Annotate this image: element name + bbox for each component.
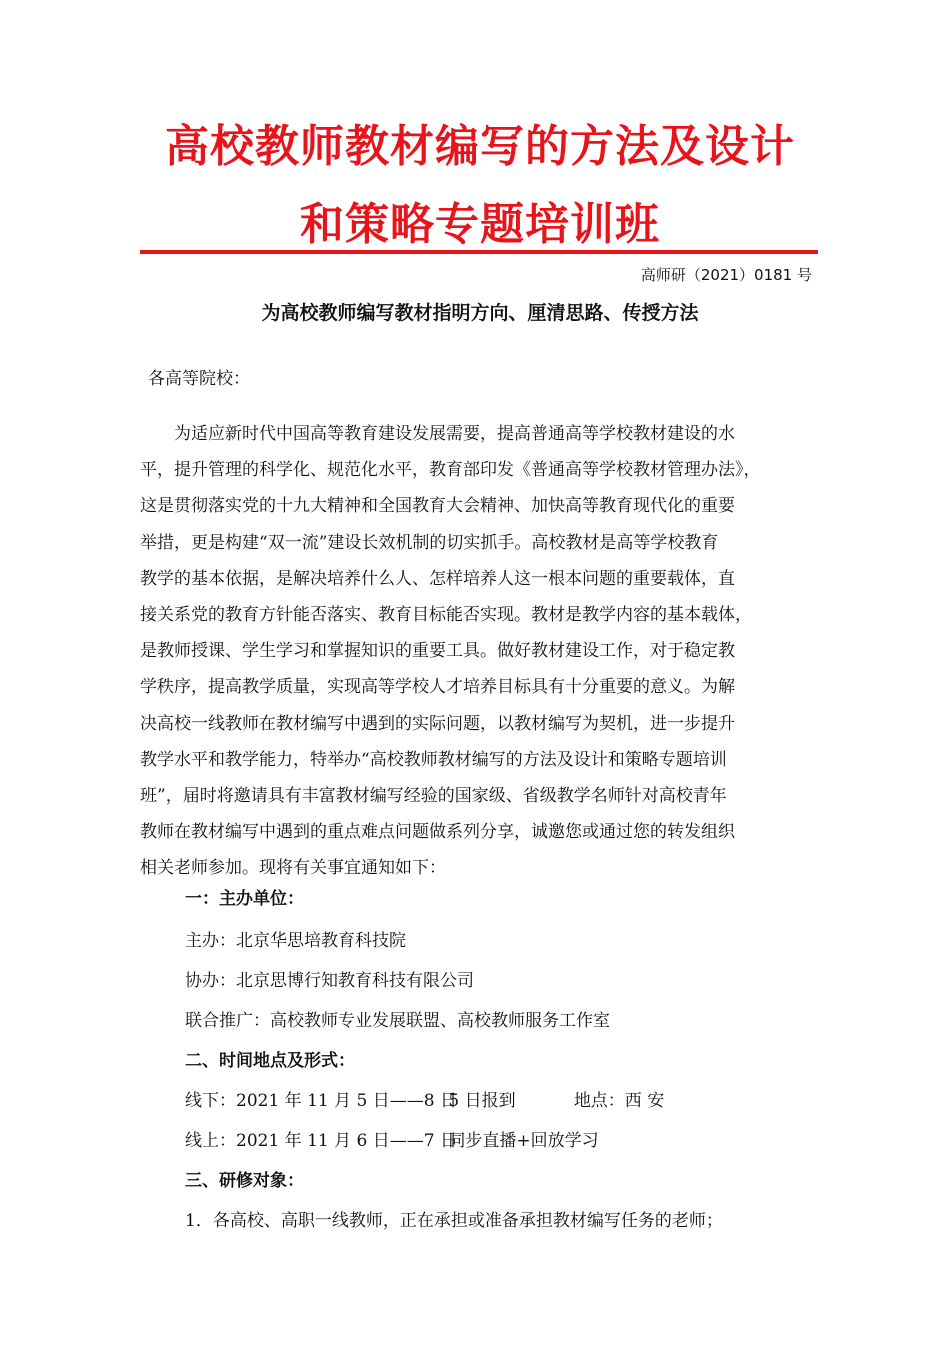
promoters: 联合推广：高校教师专业发展联盟、高校教师服务工作室 (185, 1011, 610, 1031)
title-line-1: 高校教师教材编写的方法及设计 (165, 121, 795, 172)
host-organizer: 主办：北京华思培教育科技院 (185, 931, 406, 951)
offline-place: 地点：西 安 (573, 1091, 665, 1111)
online-date: 线上：2021 年 11 月 6 日——7 日 (185, 1131, 457, 1151)
body-line: 接关系党的教育方针能否落实、教育目标能否实现。教材是教学内容的基本载体， (140, 604, 752, 625)
section-heading-audience: 三、研修对象： (185, 1171, 304, 1191)
body-line: 决高校一线教师在教材编写中遇到的实际问题，以教材编写为契机，进一步提升 (140, 713, 735, 734)
body-line: 举措，更是构建“双一流”建设长效机制的切实抓手。高校教材是高等学校教育 (140, 532, 719, 553)
body-line: 为适应新时代中国高等教育建设发展需要，提高普通高等学校教材建设的水 (140, 424, 735, 444)
red-divider (140, 250, 818, 254)
audience-item: 1．各高校、高职一线教师，正在承担或准备承担教材编写任务的老师； (185, 1211, 723, 1231)
body-line: 这是贯彻落实党的十九大精神和全国教育大会精神、加快高等教育现代化的重要 (140, 496, 735, 517)
offline-date: 线下：2021 年 11 月 5 日——8 日 (185, 1091, 457, 1111)
online-schedule (185, 1126, 599, 1151)
offline-schedule (185, 1086, 664, 1111)
letter-body (140, 416, 818, 886)
body-line: 教学水平和教学能力，特举办“高校教师教材编写的方法及设计和策略专题培训 (140, 749, 727, 770)
co-host-organizer: 协办：北京思博行知教育科技有限公司 (185, 971, 474, 991)
body-line: 班”，届时将邀请具有丰富教材编写经验的国家级、省级教学名师针对高校青年 (140, 785, 727, 806)
salutation: 各高等院校： (148, 369, 250, 389)
body-line: 相关老师参加。现将有关事宜通知如下： (140, 858, 446, 879)
title-line-2: 和策略专题培训班 (300, 199, 660, 250)
section-heading-organizers: 一：主办单位： (185, 889, 304, 909)
body-line: 平，提升管理的科学化、规范化水平，教育部印发《普通高等学校教材管理办法》， (140, 460, 761, 481)
body-line: 教师在教材编写中遇到的重点难点问题做系列分享，诚邀您或通过您的转发组织 (140, 822, 735, 843)
online-mode: 同步直播+回放学习 (448, 1131, 599, 1151)
document-number: 高师研（2021）0181 号 (640, 266, 812, 284)
body-line: 教学的基本依据，是解决培养什么人、怎样培养人这一根本问题的重要载体，直 (140, 568, 735, 589)
section-heading-schedule: 二、时间地点及形式： (185, 1051, 355, 1071)
offline-checkin: 5 日报到 (448, 1091, 516, 1111)
body-line: 学秩序，提高教学质量，实现高等学校人才培养目标具有十分重要的意义。为解 (140, 677, 735, 698)
subtitle: 为高校教师编写教材指明方向、厘清思路、传授方法 (261, 302, 699, 324)
body-line: 是教师授课、学生学习和掌握知识的重要工具。做好教材建设工作，对于稳定教 (140, 641, 735, 662)
